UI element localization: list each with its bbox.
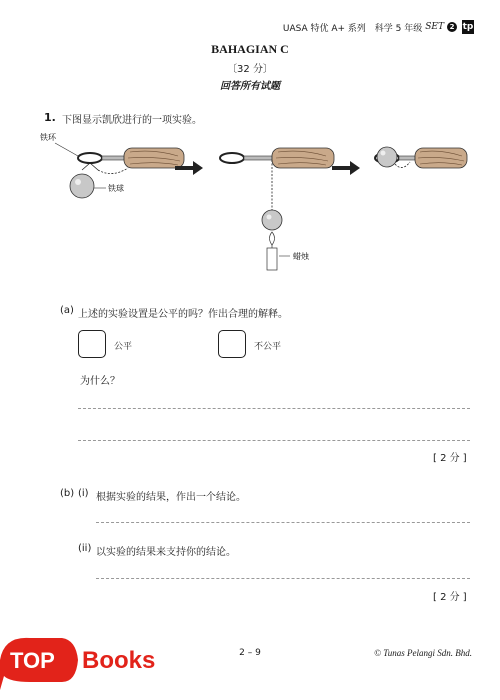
section-instruction: 回答所有试题 [220,81,280,92]
publisher-logo-icon: tp [462,22,474,32]
set-label: SET [425,22,444,32]
stage-1-setup [40,132,184,198]
wooden-handle-icon [124,148,184,168]
topbooks-watermark [0,620,180,700]
why-prompt: 为什么？ [80,376,120,387]
answer-line[interactable] [96,522,470,523]
answer-line[interactable] [96,578,470,579]
part-a-question: 上述的实验设置是公平的吗？作出合理的解释。 [78,309,288,320]
chain [395,162,410,168]
stage-3-result [375,147,467,168]
part-a-marks: [ 2 分 ] [433,453,467,464]
publisher-credit: © Tunas Pelangi Sdn. Bhd. [374,648,472,658]
page-header [283,20,474,34]
fair-option-label: 公平 [114,342,133,352]
iron-ball-icon [262,210,282,230]
arrow-right-icon [332,161,360,175]
ball-label: 铁球 [108,184,124,193]
rod [399,156,415,160]
section-marks: 〔32 分〕 [227,64,273,75]
ring-label: 铁环 [40,133,56,142]
flame-icon [270,232,275,245]
series-label: UASA 特优 A+ 系列 [282,23,366,34]
part-b-ii-question: 以实验的结果来支持你的结论。 [96,547,236,558]
rod [244,156,272,160]
candle-icon [267,248,277,270]
watermark-books: Books [82,647,156,674]
iron-ball-icon [70,174,94,198]
watermark-top: TOP [10,648,55,673]
part-b-marks: [ 2 分 ] [433,592,467,603]
ring-pointer [55,143,78,156]
question-number: 1. [44,111,56,124]
part-b-ii-label: (ii) [78,543,92,554]
page-number: 2 – 9 [239,648,261,658]
section-title: BAHAGIAN C [211,42,289,56]
iron-ring-icon [220,153,244,163]
part-a-label: (a) [60,305,74,316]
question-text: 下图显示凯欣进行的一项实验。 [62,115,202,126]
answer-line[interactable] [78,408,470,409]
iron-ring-icon [78,153,102,163]
fair-checkbox[interactable] [78,330,106,358]
part-b-label: (b) [60,488,75,499]
subject-label: 科学 5 年级 [374,23,423,34]
unfair-option-label: 不公平 [254,342,282,352]
part-b-i-label: (i) [78,488,89,499]
iron-ball-icon [377,147,397,167]
chain [82,163,98,170]
rod [102,156,124,160]
candle-label: 蜡烛 [293,252,309,261]
set-number-badge: 2 [447,22,457,32]
answer-line[interactable] [78,440,470,441]
unfair-checkbox[interactable] [218,330,246,358]
part-b-i-question: 根据实验的结果，作出一个结论。 [96,492,246,503]
experiment-diagram [40,128,470,278]
stage-2-heating [220,148,334,270]
